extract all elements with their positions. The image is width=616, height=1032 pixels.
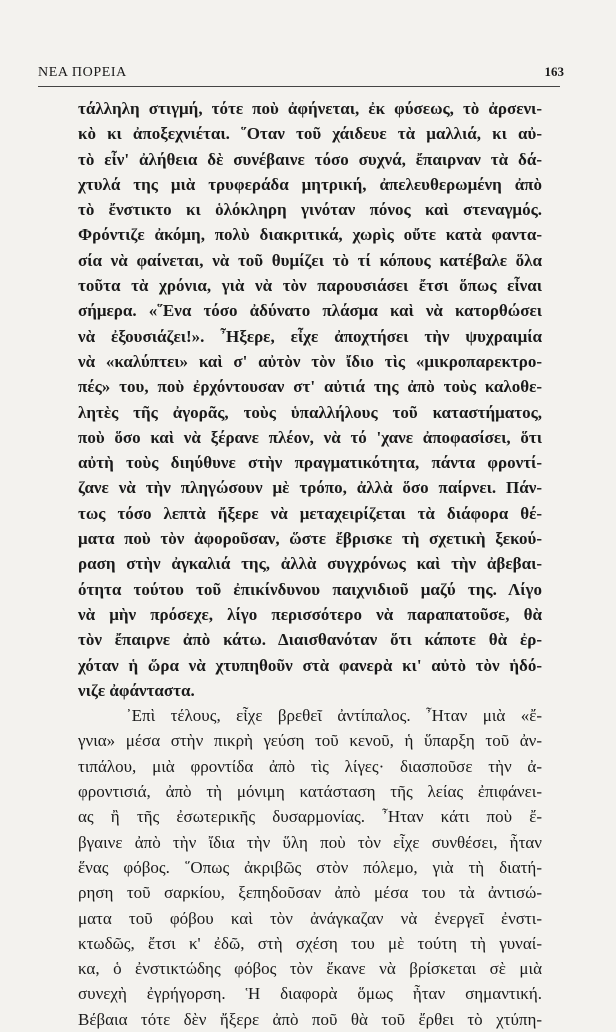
text-line: ρηση τοῦ σαρκίου, ξεπηδοῦσαν ἀπὸ μέσα του τὰ ἀντισώ- <box>78 883 542 903</box>
text-line: ᾽Επὶ τέλους, εἶχε βρεθεῖ ἀντίπαλος. ῏Ηταν μιὰ «ἔ- <box>126 706 542 726</box>
text-line: ματα ποὺ τὸν ἀφοροῦσαν, ὥστε ἔβρισκε τὴ σχετικὴ ξεκού- <box>78 529 542 549</box>
text-line: ραση στὴν ἀγκαλιά της, ἀλλὰ συγχρόνως καὶ τὴν ἀβεβαι- <box>78 554 542 574</box>
text-line: τιπάλου, μιὰ φροντίδα ἀπὸ τὶς λίγες· διασποῦσε τὴν ἀ- <box>78 756 542 776</box>
text-line: κὸ κι ἀποξεχνιέται. ῞Οταν τοῦ χάιδευε τὰ μαλλιά, κι αὐ- <box>78 124 542 144</box>
text-line: τάλληλη στιγμή, τότε ποὺ ἀφήνεται, ἐκ φύσεως, τὸ ἀρσενι- <box>78 99 542 118</box>
text-line: νὰ «καλύπτει» καὶ σ' αὐτὸν τὸν ἴδιο τὶς «μικροπαρεκτρο- <box>78 351 542 371</box>
text-line: νὰ μὴν πρόσεχε, λίγο περισσότερο νὰ παραπατοῦσε, θὰ <box>78 604 542 624</box>
text-line: σία νὰ φαίνεται, νὰ τοῦ θυμίζει τὸ τί κόπους κατέβαλε ὅλα <box>78 250 542 270</box>
text-line: τὸ ἔνστικτο κι ὁλόκληρη γινόταν πόνος καὶ στεναγμός. <box>78 200 542 220</box>
text-line: τοῦτα τὰ χρόνια, γιὰ νὰ τὸν παρουσιάσει ἔτσι ὅπως εἶναι <box>78 276 542 296</box>
text-line: συνεχὴ ἐγρήγορση. Ἡ διαφορὰ ὅμως ἦταν σημαντική. <box>78 984 542 1004</box>
journal-title: ΝΕΑ ΠΟΡΕΙΑ <box>38 65 127 80</box>
text-line: χόταν ἡ ὥρα νὰ χτυπηθοῦν στὰ φανερὰ κι' αὐτὸ τὸν ἡδό- <box>78 655 542 675</box>
text-line: νὰ ἐξουσιάζει!». ῏Ηξερε, εἶχε ἀποχτήσει τὴν ψυχραιμία <box>78 326 542 346</box>
text-line: τως τόσο λεπτὰ ἤξερε νὰ μεταχειρίζεται τὰ διάφορα θέ- <box>78 503 542 523</box>
text-line: πές» του, ποὺ ἐρχόντουσαν στ' αὐτιά της ἀπὸ τοὺς καλοθε- <box>78 377 542 397</box>
text-line: λητὲς τῆς ἀγορᾶς, τοὺς ὑπαλλήλους τοῦ καταστήματος, <box>78 402 542 422</box>
text-line: σήμερα. «῞Ενα τόσο ἀδύνατο πλάσμα καὶ νὰ κατορθώσει <box>78 301 542 321</box>
text-line: ας ἢ τῆς ἐσωτερικῆς δυσαρμονίας. ῏Ηταν κάτι ποὺ ἔ- <box>78 807 542 827</box>
text-line: Βέβαια τότε δὲν ἤξερε ἀπὸ ποῦ θὰ τοῦ ἔρθει τὸ χτύπη- <box>78 1009 542 1029</box>
text-line: ματα τοῦ φόβου καὶ τὸν ἀνάγκαζαν νὰ ἐνεργεῖ ἐνστι- <box>78 908 542 928</box>
page-number: 163 <box>544 64 564 79</box>
text-line: φροντισιά, ἀπὸ τὴ μόνιμη κατάσταση τῆς λείας ἐπιφάνει- <box>78 782 542 802</box>
header-rule <box>38 86 560 87</box>
text-line: τὸ εἶν' ἀλήθεια δὲ συνέβαινε τόσο συχνά, ἔπαιρναν τὰ δά- <box>78 149 542 169</box>
text-line: αὐτὴ τοὺς διηύθυνε στὴν πραγματικότητα, πάντα φροντί- <box>78 453 542 473</box>
text-line: κτωδῶς, ἔτσι κ' ἐδῶ, στὴ σχέση του μὲ τούτη τὴ γυναί- <box>78 933 542 953</box>
text-line: κα, ὁ ἐνστικτώδης φόβος τὸν ἔκανε νὰ βρίσκεται σὲ μιὰ <box>78 959 542 979</box>
text-line: ἕνας φόβος. ῞Οπως ἀκριβῶς στὸν πόλεμο, γιὰ τὴ διατή- <box>78 857 542 877</box>
text-line: ζανε νὰ τὴν πληγώσουν μὲ τρόπο, ἀλλὰ ὅσο παίρνει. Πάν- <box>78 478 542 498</box>
text-line: Φρόντιζε ἀκόμη, πολὺ διακριτικά, χωρὶς οὔτε κατὰ φαντα- <box>78 225 542 245</box>
body-text <box>78 96 542 1032</box>
text-line: ότητα τούτου τοῦ ἐπικίνδυνου παιχνιδιοῦ μαζύ της. Λίγο <box>78 579 542 599</box>
text-line: γνια» μέσα στὴν πικρὴ γεύση τοῦ κενοῦ, ἡ ὕπαρξη τοῦ ἀν- <box>78 731 542 751</box>
text-line: βγαινε ἀπὸ τὴν ἴδια τὴν ὕλη ποὺ τὸν εἶχε συνθέσει, ἦταν <box>78 832 542 852</box>
text-line: τὸν ἔπαιρνε ἀπὸ κάτω. Διαισθανόταν ὅτι κάποτε θὰ ἐρ- <box>78 630 542 650</box>
text-line: χτυλά της μιὰ τρυφεράδα μητρική, ἀπελευθερωμένη ἀπὸ <box>78 174 542 194</box>
text-line: νιζε ἀφάνταστα. <box>78 680 195 700</box>
running-header <box>38 64 564 84</box>
text-line: ποὺ ὅσο καὶ νὰ ξέρανε πλέον, νὰ τό 'χανε ἀποφασίσει, ὅτι <box>78 427 542 447</box>
